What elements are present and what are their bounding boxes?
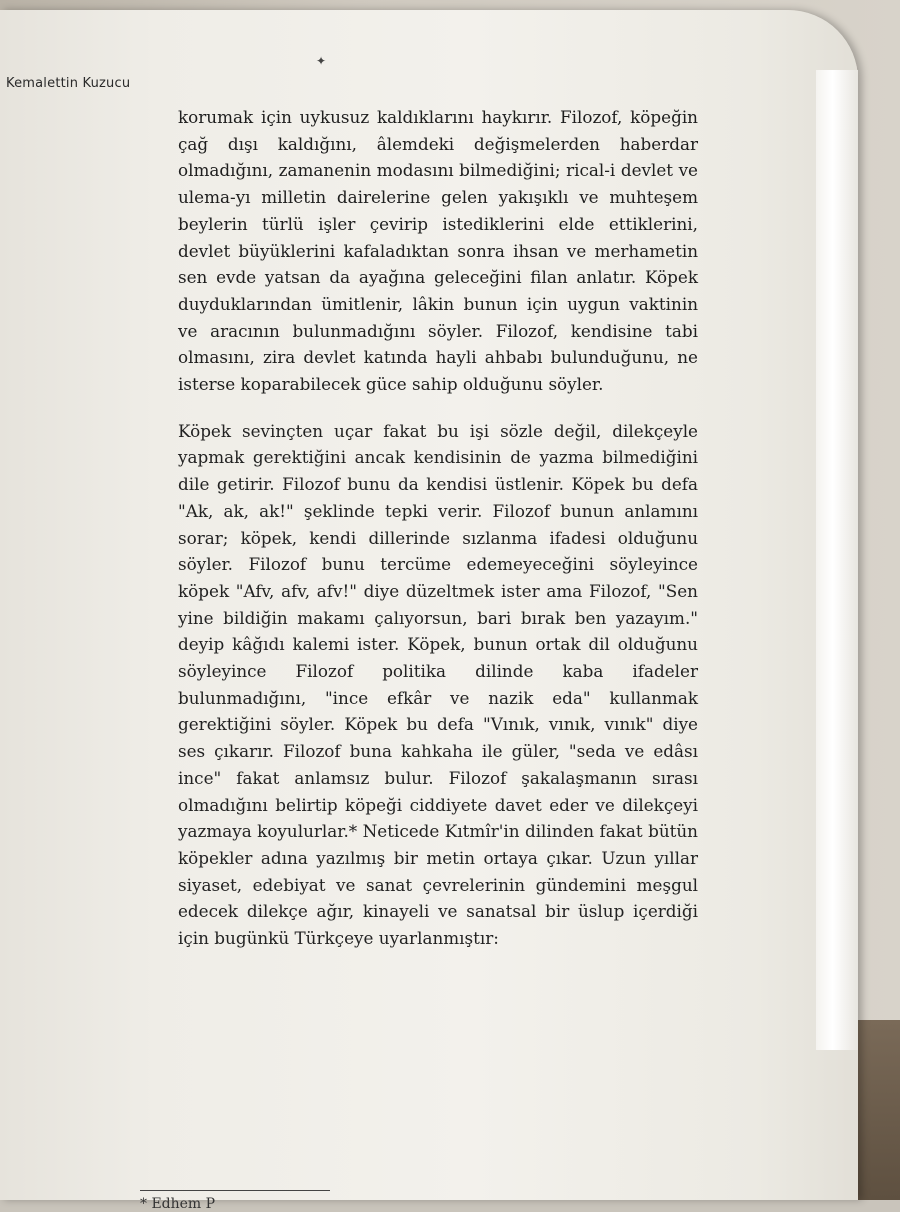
running-head: Kemalettin Kuzucu (6, 76, 131, 91)
book-page (0, 10, 858, 1212)
paragraph-2: Köpek sevinçten uçar fakat bu işi sözle değil, dilekçeyle yapmak gerektiğini ancak kendisinin de yazma bilmediğini dile getirir. Filozof bunu da kendisi üstlenir. Köpek bu defa "Ak, ak, ak!" şeklinde tepki verir. Filozof bunun anlamını sorar; köpek, kendi dillerinde sızlanma ifadesi olduğunu söyler. Filozof bunu tercüme edemeyeceğini söyleyince köpek "Afv, afv, afv!" diye düzeltmek ister ama Filozof, "Sen yine bildiğin makamı çalıyorsun, bari bırak ben yazayım." deyip kâğıdı kalemi ister. Köpek, bunun ortak dil olduğunu söyleyince Filozof politika dilinde kaba ifadeler bulunmadığını, "ince efkâr ve nazik eda" kullanmak gerektiğini söyler. Köpek bu defa "Vınık, vınık, vınık" diye ses çıkarır. Filozof buna kahkaha ile güler, "seda ve edâsı ince" fakat anlamsız bulur. Filozof şakalaşmanın sırası olmadığını belirtip köpeği ciddiyete davet eder ve dilekçeyi yazmaya koyulurlar.* Neticede Kıtmîr'in dilinden fakat bütün köpekler adına yazılmış bir metin ortaya çıkar. Uzun yıllar siyaset, edebiyat ve sanat çevrelerinin gündemini meşgul edecek dilekçe ağır, kinayeli ve sanatsal bir üslup içerdiği için bugünkü Türkçeye uyarlanmıştır: (178, 420, 698, 949)
footnote-rule (140, 1190, 330, 1191)
page-edge (816, 70, 858, 1050)
footnote: * Edhem P (140, 1196, 216, 1212)
body-text (178, 104, 698, 952)
ornament-icon: ✦ (316, 54, 327, 68)
paragraph-1: korumak için uykusuz kaldıklarını haykırır. Filozof, köpeğin çağ dışı kaldığını, âlemdeki değişmelerden haberdar olmadığını, zamanenin modasını bilmediğini; rical-i devlet ve ulema-yı milletin dairelerine gelen yakışıklı ve muhteşem beylerin türlü işler çevirip istediklerini elde ettiklerini, devlet büyüklerini kafaladıktan sonra ihsan ve merhametin sen evde yatsan da ayağına geleceğini filan anlatır. Köpek duyduklarından ümitlenir, lâkin bunun için uygun vaktinin ve aracının bulunmadığını söyler. Filozof, kendisine tabi olmasını, zira devlet katında hayli ahbabı bulunduğunu, ne isterse koparabilecek güce sahip olduğunu söyler. (178, 107, 698, 395)
